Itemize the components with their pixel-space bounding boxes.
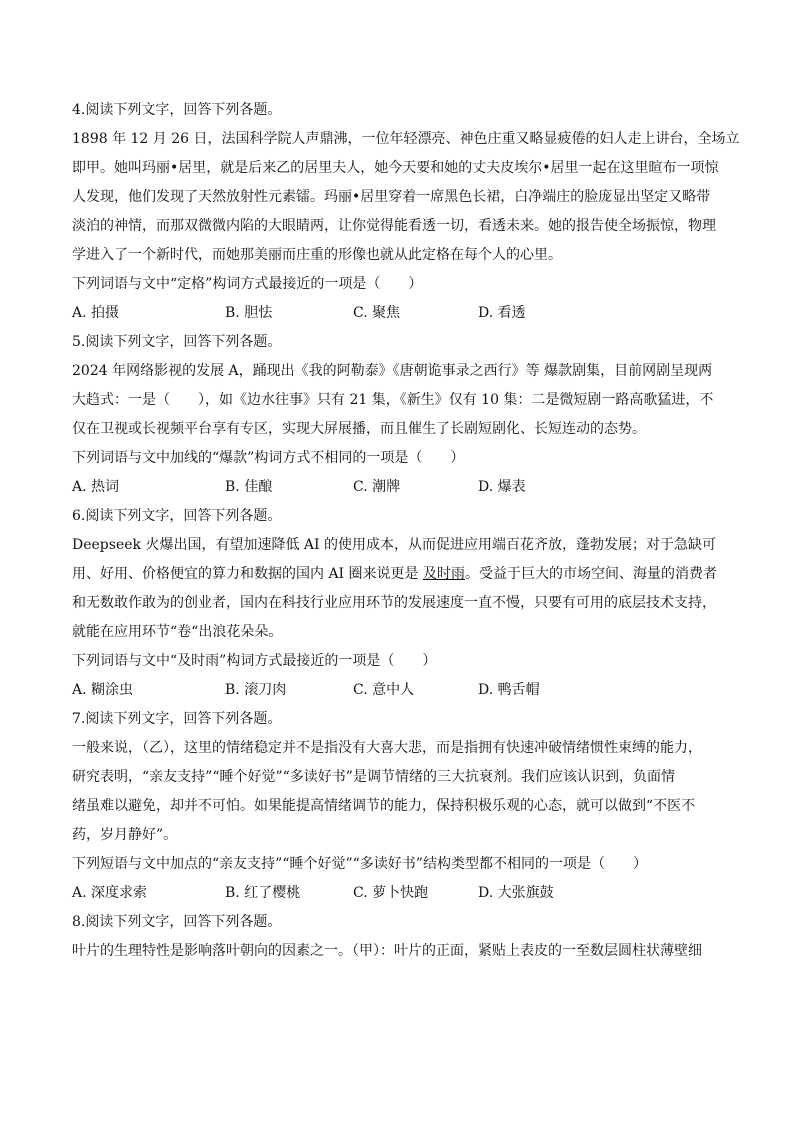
q4-passage-line: 即甲。她叫玛丽•居里，就是后来乙的居里夫人，她今天要和她的丈夫皮埃尔•居里一起在这里暄布一项惊 (72, 160, 719, 176)
q6-passage-text: 。受益于巨大的市场空间、海量的消费者 (465, 566, 717, 582)
q7-option-a[interactable]: A. 深度求索 (72, 885, 148, 901)
q6-option-b[interactable]: B. 滚刀肉 (225, 682, 287, 698)
q5-passage-line: 仅在卫视或长视频平台享有专区，实现大屏展播，而且催生了长剧短剧化、长短连动的态势。 (72, 421, 646, 437)
q5-option-c[interactable]: C. 潮牌 (353, 479, 401, 495)
q7-option-d[interactable]: D. 大张旗鼓 (478, 885, 554, 901)
q7-passage-line: 研究表明，“亲友支持”“睡个好觉”“多读好书”是调节情绪的三大抗衰剂。我们应该认识到，负面情 (72, 769, 675, 785)
q4-option-b[interactable]: B. 胆怯 (225, 305, 273, 321)
q6-passage-line: Deepseek 火爆出国，有望加速降低 AI 的使用成本，从而促进应用端百花齐放，蓬勃发展；对于急缺可 (72, 537, 716, 553)
q7-heading: 7.阅读下列文字，回答下列各题。 (72, 711, 282, 727)
q6-question: 下列词语与文中“及时雨”构词方式最接近的一项是（ ） (72, 653, 437, 669)
q5-option-b[interactable]: B. 佳酿 (225, 479, 273, 495)
q6-option-a[interactable]: A. 糊涂虫 (72, 682, 134, 698)
q7-question: 下列短语与文中加点的“亲友支持”“睡个好觉”“多读好书”结构类型都不相同的一项是（ ） (72, 856, 647, 872)
q5-passage-line: 大趋式：一是（ ），如《边水往事》只有 21 集，《新生》仅有 10 集：二是微短剧一路高歌猛进，不 (72, 392, 714, 408)
q6-options (72, 680, 722, 700)
q6-passage-line: 和无数敢作敢为的创业者，国内在科技行业应用环节的发展速度一直不慢，只要有可用的底层技术支持， (72, 595, 716, 611)
q5-question: 下列词语与文中加线的“爆款”构词方式不相同的一项是（ ） (72, 450, 465, 466)
q7-passage-line: 一般来说，（乙），这里的情绪稳定并不是指没有大喜大悲，而是指拥有快速冲破情绪惯性束缚的能力， (72, 740, 702, 756)
q8-passage-line: 叶片的生理特性是影响落叶朝向的因素之一。（甲）：叶片的正面，紧贴上表皮的一至数层圆柱状薄壁细 (72, 943, 702, 959)
q6-option-c[interactable]: C. 意中人 (353, 682, 415, 698)
q7-passage-line: 药，岁月静好”。 (72, 827, 178, 843)
q7-option-c[interactable]: C. 萝卜快跑 (353, 885, 429, 901)
q7-options (72, 883, 722, 903)
q6-option-d[interactable]: D. 鸭舌帽 (478, 682, 540, 698)
q5-heading: 5.阅读下列文字，回答下列各题。 (72, 334, 282, 350)
q5-option-a[interactable]: A. 热词 (72, 479, 120, 495)
q4-passage-line: 1898 年 12 月 26 日，法国科学院人声鼎沸，一位年轻漂亮、神色庄重又略显疲倦的妇人走上讲台，全场立 (72, 131, 740, 147)
q5-option-d[interactable]: D. 爆表 (478, 479, 526, 495)
q4-options (72, 303, 722, 323)
q6-passage-line: 就能在应用环节“卷“出浪花朵朵。 (72, 624, 283, 640)
q5-options (72, 477, 722, 497)
q6-passage-line (72, 564, 717, 584)
q4-passage-line: 人发现，他们发现了天然放射性元素镭。玛丽•居里穿着一席黑色长裙，白净端庄的脸庞显出坚定又略带 (72, 189, 711, 205)
q7-passage-line: 绪虽难以避免，却并不可怕。如果能提高情绪调节的能力，保持积极乐观的心态，就可以做到“不医不 (72, 798, 696, 814)
q6-passage-text: 用、好用、价格便宜的算力和数据的国内 AI 圈来说更是 (72, 566, 423, 582)
q4-passage-line: 学进入了一个新时代，而她那美丽而庄重的形像也就从此定格在每个人的心里。 (72, 247, 562, 263)
q5-passage-line: 2024 年网络影视的发展 A，踊现出《我的阿勒泰》《唐朝诡事录之西行》等 爆款剧集，目前网剧呈现两 (72, 363, 713, 379)
q7-option-b[interactable]: B. 红了樱桃 (225, 885, 301, 901)
q8-heading: 8.阅读下列文字，回答下列各题。 (72, 914, 282, 930)
q4-option-a[interactable]: A. 拍摄 (72, 305, 120, 321)
q4-passage-line: 淡泊的神情，而那双微微内陷的大眼睛两，让你觉得能看透一切，看透未来。她的报告使全场振惊，物理 (72, 218, 716, 234)
q4-heading: 4.阅读下列文字，回答下列各题。 (72, 102, 282, 118)
q4-question: 下列词语与文中“定格”构词方式最接近的一项是（ ） (72, 276, 423, 292)
q4-option-d[interactable]: D. 看透 (478, 305, 526, 321)
q6-underlined-word: 及时雨 (423, 566, 465, 582)
q6-heading: 6.阅读下列文字，回答下列各题。 (72, 508, 282, 524)
q4-option-c[interactable]: C. 聚焦 (353, 305, 401, 321)
